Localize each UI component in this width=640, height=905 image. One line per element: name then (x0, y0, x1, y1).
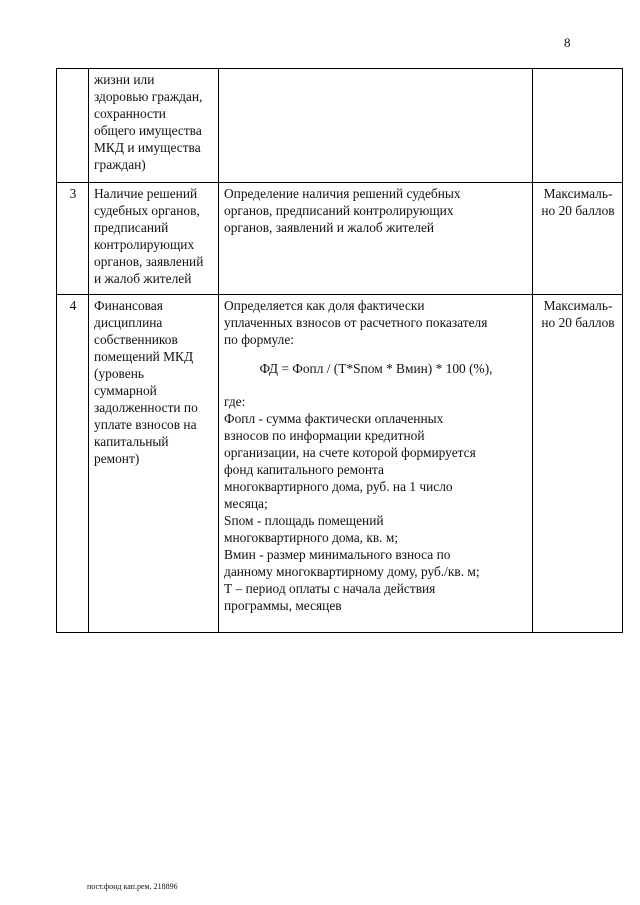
method-cell (219, 295, 533, 633)
criteria-table (56, 68, 623, 633)
table-row (57, 183, 623, 295)
criterion-line: капитальный (94, 434, 169, 449)
page-number: 8 (564, 35, 571, 50)
score-line: но 20 баллов (541, 315, 615, 330)
criterion-line: задолженности по (94, 400, 198, 415)
criterion-line: ремонт) (94, 451, 140, 466)
criterion-line: и жалоб жителей (94, 271, 192, 286)
criterion-cell (89, 69, 219, 183)
method-line: фонд капитального ремонта (224, 462, 384, 477)
score-cell (533, 183, 623, 295)
method-line: Sпом - площадь помещений (224, 513, 384, 528)
criterion-line: граждан) (94, 157, 146, 172)
row-number-cell (57, 69, 89, 183)
criterion-line: здоровью граждан, (94, 89, 203, 104)
method-line: Т – период оплаты с начала действия (224, 581, 436, 596)
score-line: Максималь- (543, 186, 613, 201)
criterion-line: (уровень (94, 366, 145, 381)
row-number-cell: 4 (57, 295, 89, 633)
method-line: по формуле: (224, 332, 294, 347)
criterion-cell (89, 295, 219, 633)
score-line: но 20 баллов (541, 203, 615, 218)
score-line: Максималь- (543, 298, 613, 313)
method-line: уплаченных взносов от расчетного показателя (224, 315, 488, 330)
criterion-line: уплате взносов на (94, 417, 197, 432)
criterion-line: помещений МКД (94, 349, 194, 364)
criterion-line: сохранности (94, 106, 166, 121)
method-line: органов, предписаний контролирующих (224, 203, 454, 218)
criterion-line: дисциплина (94, 315, 163, 330)
method-cell (219, 69, 533, 183)
method-line: органов, заявлений и жалоб жителей (224, 220, 435, 235)
criterion-line: жизни или (94, 72, 155, 87)
criterion-line: собственников (94, 332, 178, 347)
method-line: данному многоквартирному дому, руб./кв. м; (224, 564, 480, 579)
method-line: многоквартирного дома, кв. м; (224, 530, 399, 545)
criterion-line: органов, заявлений (94, 254, 204, 269)
method-line: Вмин - размер минимального взноса по (224, 547, 451, 562)
table-row (57, 69, 623, 183)
score-cell (533, 295, 623, 633)
method-cell (219, 183, 533, 295)
criterion-line: контролирующих (94, 237, 195, 252)
criterion-line: общего имущества (94, 123, 202, 138)
method-line: программы, месяцев (224, 598, 342, 613)
method-line: взносов по информации кредитной (224, 428, 425, 443)
table-row (57, 295, 623, 633)
criterion-cell (89, 183, 219, 295)
criterion-line: предписаний (94, 220, 169, 235)
criterion-line: Финансовая (94, 298, 163, 313)
method-line: Определяется как доля фактически (224, 298, 425, 313)
method-line: где: (224, 394, 246, 409)
row-number-cell: 3 (57, 183, 89, 295)
method-line: организации, на счете которой формируется (224, 445, 476, 460)
method-line: многоквартирного дома, руб. на 1 число (224, 479, 453, 494)
footer-document-code: пост.фонд кап.рем. 218896 (87, 882, 178, 891)
criterion-line: суммарной (94, 383, 157, 398)
criterion-line: МКД и имущества (94, 140, 201, 155)
criterion-line: Наличие решений (94, 186, 198, 201)
score-cell (533, 69, 623, 183)
method-line: Фопл - сумма фактически оплаченных (224, 411, 444, 426)
method-line: Определение наличия решений судебных (224, 186, 461, 201)
criterion-line: судебных органов, (94, 203, 200, 218)
method-line: месяца; (224, 496, 268, 511)
formula: ФД = Фопл / (Т*Sпом * Вмин) * 100 (%), (259, 361, 493, 376)
